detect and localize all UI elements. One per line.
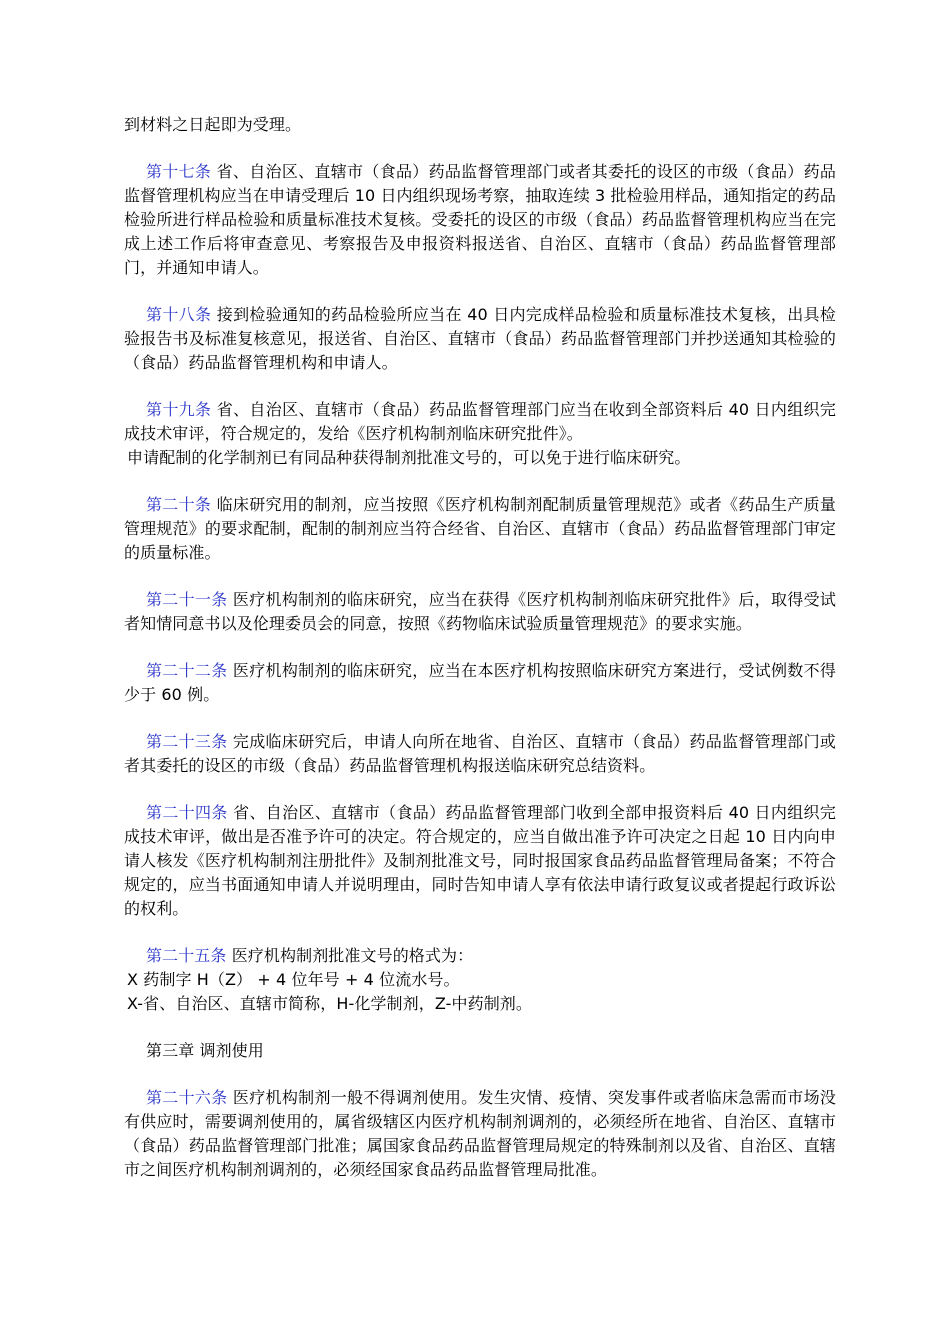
article-21: [124, 588, 836, 636]
paragraph-gap: [124, 375, 836, 398]
article-text: 医疗机构制剂的临床研究，应当在本医疗机构按照临床研究方案进行，受试例数不得少于 60 例。: [124, 661, 836, 704]
article-text: 医疗机构制剂一般不得调剂使用。发生灾情、疫情、突发事件或者临床急需而市场没有供应时，需要调剂使用的，属省级辖区内医疗机构制剂调剂的，必须经所在地省、自治区、直辖市（食品）药品监督管理部门批准；属国家食品药品监督管理局规定的特殊制剂以及省、自治区、直辖市之间医疗机构制剂调剂的，必须经国家食品药品监督管理局批准。: [124, 1088, 836, 1179]
article-text: 省、自治区、直辖市（食品）药品监督管理部门应当在收到全部资料后 40 日内组织完成技术审评，符合规定的，发给《医疗机构制剂临床研究批件》。: [124, 400, 836, 443]
paragraph-gap: [124, 1063, 836, 1086]
paragraph-text: 到材料之日起即为受理。: [124, 115, 302, 134]
paragraph-gap: [124, 137, 836, 160]
paragraph-gap: [124, 778, 836, 801]
article-number: 第二十条: [146, 495, 212, 514]
article-number: 第二十二条: [146, 661, 228, 680]
article-text: 完成临床研究后，申请人向所在地省、自治区、直辖市（食品）药品监督管理部门或者其委托的设区的市级（食品）药品监督管理机构报送临床研究总结资料。: [124, 732, 836, 775]
article-text: 省、自治区、直辖市（食品）药品监督管理部门收到全部申报资料后 40 日内组织完成技术审评，做出是否准予许可的决定。符合规定的，应当自做出准予许可决定之日起 10 日内向申请人核发《医疗机构制剂注册批件》及制剂批准文号，同时报国家食品药品监督管理局备案；不符合规定的，应当书面通知申请人并说明理由，同时告知申请人享有依法申请行政复议或者提起行政诉讼的权利。: [124, 803, 836, 918]
article-25-legend-line: X-省、自治区、直辖市简称，H-化学制剂，Z-中药制剂。: [127, 994, 532, 1013]
article-25-format-line: X 药制字 H（Z） + 4 位年号 + 4 位流水号。: [127, 970, 460, 989]
paragraph-continuation: [124, 113, 836, 137]
article-number: 第十八条: [146, 305, 212, 324]
article-text: 接到检验通知的药品检验所应当在 40 日内完成样品检验和质量标准技术复核，出具检验报告书及标准复核意见，报送省、自治区、直辖市（食品）药品监督管理部门并抄送通知其检验的（食品）药品监督管理机构和申请人。: [124, 305, 836, 372]
article-number: 第十七条: [146, 162, 212, 181]
paragraph-gap: [124, 1016, 836, 1039]
article-19: [124, 398, 836, 446]
article-number: 第二十四条: [146, 803, 228, 822]
article-19-extra-line: 申请配制的化学制剂已有同品种获得制剂批准文号的，可以免于进行临床研究。: [127, 448, 691, 467]
article-number: 第二十五条: [146, 946, 227, 965]
article-18: [124, 303, 836, 375]
article-text: 临床研究用的制剂，应当按照《医疗机构制剂配制质量管理规范》或者《药品生产质量管理规范》的要求配制，配制的制剂应当符合经省、自治区、直辖市（食品）药品监督管理部门审定的质量标准。: [124, 495, 836, 562]
article-number: 第二十六条: [146, 1088, 228, 1107]
paragraph-gap: [124, 565, 836, 588]
article-17: [124, 160, 836, 280]
article-text: 医疗机构制剂批准文号的格式为：: [226, 946, 474, 965]
article-22: [124, 659, 836, 707]
article-number: 第二十一条: [146, 590, 228, 609]
article-24: [124, 801, 836, 921]
chapter-title: 第三章 调剂使用: [146, 1041, 264, 1060]
article-text: 省、自治区、直辖市（食品）药品监督管理部门或者其委托的设区的市级（食品）药品监督管理机构应当在申请受理后 10 日内组织现场考察，抽取连续 3 批检验用样品，通知指定的药品检验所进行样品检验和质量标准技术复核。受委托的设区的市级（食品）药品监督管理机构应当在完成上述工作后将审查意见、考察报告及申报资料报送省、自治区、直辖市（食品）药品监督管理部门，并通知申请人。: [124, 162, 836, 277]
paragraph-gap: [124, 470, 836, 493]
article-20: [124, 493, 836, 565]
article-number: 第十九条: [146, 400, 212, 419]
paragraph-gap: [124, 921, 836, 944]
document-body: [124, 113, 836, 1182]
paragraph-gap: [124, 280, 836, 303]
article-26: [124, 1086, 836, 1182]
paragraph-gap: [124, 636, 836, 659]
chapter-heading: [124, 1039, 836, 1063]
article-23: [124, 730, 836, 778]
article-25: [124, 944, 836, 968]
article-text: 医疗机构制剂的临床研究，应当在获得《医疗机构制剂临床研究批件》后，取得受试者知情同意书以及伦理委员会的同意，按照《药物临床试验质量管理规范》的要求实施。: [124, 590, 836, 633]
paragraph-gap: [124, 707, 836, 730]
article-number: 第二十三条: [146, 732, 228, 751]
